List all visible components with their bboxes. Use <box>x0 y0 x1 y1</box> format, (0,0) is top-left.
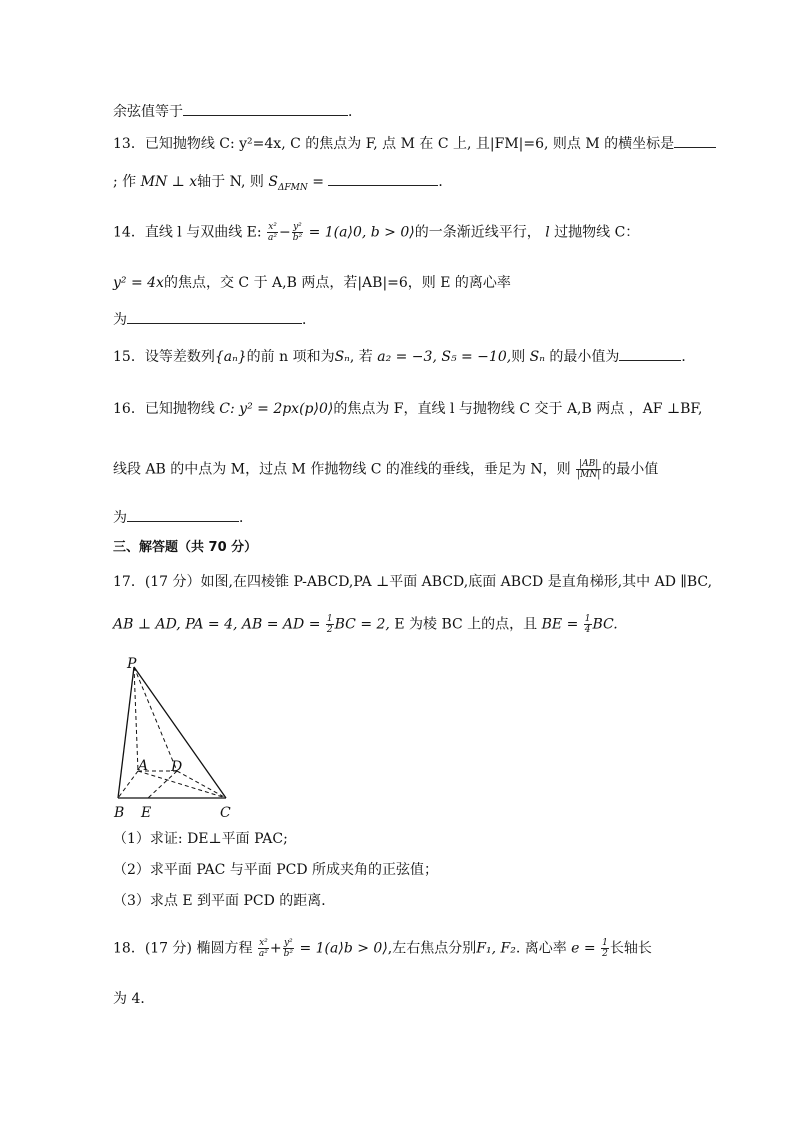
label-B: B <box>114 805 125 821</box>
q17-line1: 17．(17 分）如图,在四棱锥 P-ABCD,PA ⊥平面 ABCD,底面 ABCD 是直角梯形,其中 AD ∥BC, <box>113 574 713 590</box>
fraction: $\frac{1}{2}$ <box>602 938 608 959</box>
q16-line2: 线段 AB 的中点为 M，过点 M 作抛物线 C 的准线的垂线，垂足为 N，则 $\frac{|AB|}{|MN|}$ 的最小值 <box>113 459 659 480</box>
edge-DC <box>177 771 226 798</box>
edge-PC <box>134 667 226 798</box>
fraction: $\frac{|AB|}{|MN|}$ <box>577 459 601 480</box>
label-A: A <box>138 758 149 774</box>
q14-line2: y² = 4x的焦点，交 C 于 A,B 两点，若|AB|=6，则 E 的离心率 <box>113 275 511 291</box>
q18-line2: 为 4． <box>113 991 155 1007</box>
q14-line3: 为 ． <box>113 309 316 330</box>
answer-blank[interactable] <box>619 346 681 361</box>
answer-blank[interactable] <box>183 101 348 116</box>
q17-part1: （1）求证: DE⊥平面 PAC; <box>113 831 288 847</box>
fraction: $\frac{\text{y²}}{\text{b²}}$ <box>292 222 303 243</box>
label-E: E <box>141 805 152 821</box>
edge-PB <box>118 667 134 798</box>
fraction: $\frac{1}{2}$ <box>326 614 333 635</box>
pyramid-figure <box>110 655 250 825</box>
answer-blank[interactable] <box>127 507 239 522</box>
answer-blank[interactable] <box>674 133 716 148</box>
fraction: $\frac{\text{x²}}{\text{a²}}$ <box>268 222 278 243</box>
q13-line1: 13．已知抛物线 C: y²=4x, C 的焦点为 F, 点 M 在 C 上, 且|FM|=6, 则点 M 的横坐标是 <box>113 133 716 154</box>
answer-blank[interactable] <box>328 171 438 186</box>
label-P: P <box>127 656 137 672</box>
q16-line1: 16．已知抛物线 C: y² = 2px(p⟩0⟩的焦点为 F，直线 l 与抛物线 C 交于 A,B 两点 ，AF ⊥BF, <box>113 401 703 417</box>
fraction: $\frac{\text{y²}}{\text{b²}}$ <box>283 938 294 959</box>
q13-line2: ; 作 MN ⊥ x轴于 N, 则 $S_{\Delta FMN}$ = ． <box>113 171 452 198</box>
q16-line3: 为 ． <box>113 507 253 528</box>
q18-line1: 18．(17 分) 椭圆方程 $\frac{\text{x²}}{\text{a²}}$ + $\frac{\text{y²}}{\text{b²}}$ = 1(a⟩b > 0⟩,左右焦点分别F₁, F₂. 离心率 e = $\frac{1}{2}$ 长轴长 <box>113 938 652 959</box>
edge-AC <box>138 771 226 798</box>
fraction: $\frac{\text{x²}}{\text{a²}}$ <box>258 938 268 959</box>
q14-line1: 14．直线 l 与双曲线 E: $\frac{\text{x²}}{\text{a²}}$ − $\frac{\text{y²}}{\text{b²}}$ = 1(a⟩0, b > 0⟩的一条渐近线平行， l 过抛物线 C： <box>113 222 640 243</box>
q15-line: 15．设等差数列{aₙ}的前 n 项和为Sₙ, 若 a₂ = −3, S₅ = −10,则 Sₙ 的最小值为 ． <box>113 346 695 367</box>
q12-tail: 余弦值等于 ． <box>113 101 362 122</box>
q17-part3: （3）求点 E 到平面 PCD 的距离． <box>113 893 336 909</box>
answer-blank[interactable] <box>127 309 302 324</box>
q17-part2: （2）求平面 PAC 与平面 PCD 所成夹角的正弦值； <box>113 862 439 878</box>
q17-line2: AB ⊥ AD, PA = 4, AB = AD = $\frac{1}{2}$ BC = 2, E 为棱 BC 上的点，且 BE = $\frac{1}{4}$ BC. <box>113 614 618 635</box>
fraction: $\frac{1}{4}$ <box>584 614 591 635</box>
section-heading: 三、解答题（共 70 分） <box>113 540 258 555</box>
label-C: C <box>220 805 231 821</box>
label-D: D <box>171 759 183 775</box>
edge-PA <box>134 667 138 771</box>
